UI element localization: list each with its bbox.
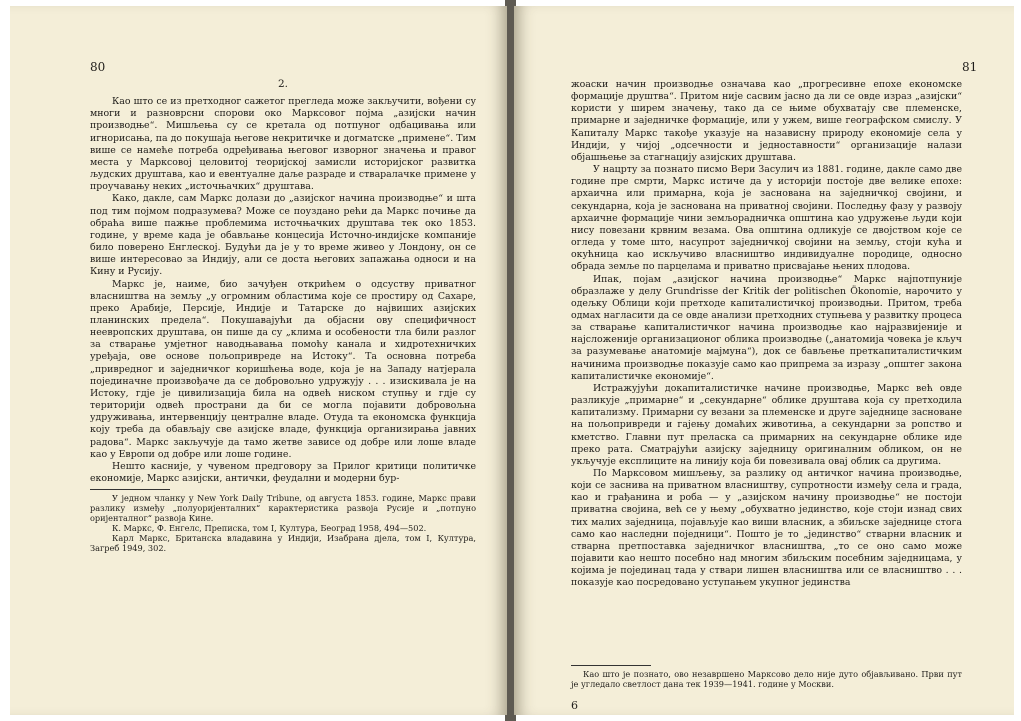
footnote-divider (90, 489, 170, 490)
paragraph: Како, дакле, сам Маркс долази до „азијског начина производње“ и шта под тим појмом подразумева? Може се поуздано рећи да Маркс почиње да обраћа више пажње проблемима источњачких друштава тек око 1853. године, у време када је обављање концесија Источно-индијске компаније било поверено Енглеској. Будући да је у то време живео у Лондону, он се више интересовао за Индију, али се доста његових запажања односи и на Кину и Русију. (90, 193, 476, 278)
left-page-body (90, 78, 476, 553)
paragraph: Ипак, појам „азијског начина производње“ Маркс најпотпуније образлаже у делу Grundrisse der Kritik der politischen Ökonomie, нарочито у одељку Облици који претходе капиталистичкој производњи. Притом, треба одмах нагласити да се овде анализи претходних ступњева у развитку процеса за стварање капиталистичког начина производње као најразвијеније и најсложеније организационог облика производње („анатомија човека је кључ за разумевање анатомије мајмуна“), док се бављење преткапиталистичким начинима производње показује само као припрема за изразу „општег закона капиталистичке економије“. (571, 273, 962, 382)
page-number: 81 (962, 60, 978, 74)
paragraph: Истражујући докапиталистичке начине производње, Маркс већ овде разликује „примарне“ и „секундарне“ облике друштава која су претходила капитализму. Примарни су везани за племенске и друге заједнице засноване на пољопривреди и гајењу домаћих животиња, а секундарни за ропство и кметство. Главни пут преласка са примарних на секундарне облике иде преко рата. Сматрајући азијску заједницу оригиналним обликом, он не укључује експлиците на линију која би повезивала овај облик са другима. (571, 382, 962, 467)
right-page-body (571, 79, 962, 590)
signature-mark: 6 (571, 699, 578, 712)
footnote-divider (571, 665, 651, 666)
footnote: Као што је познато, ово незавршено Марксово дело није дуто објављивано. Први пут је угледало светлост дана тек 1939—1941. године у Москви. (571, 669, 962, 689)
footnote: У једном чланку у New York Daily Tribune, од августа 1853. године, Маркс прави разлику између „полуоријенталних“ карактеристика развоја Русије и „потпуно оријенталног“ развоја Кине. (90, 493, 476, 524)
paragraph: По Марксовом мишљењу, за разлику од античког начина производње, који се заснива на приватном власништву, супротности између села и града, као и грађанина и роба — у „азијском начину производње“ не постоји приватна својина, већ се у њему „обухватно јединство, које стоји изнад свих тих малих заједница, појављује као виши власник, а збиљске заједнице стога само као наследни поједници“. Пошто је то „јединство“ стварни власник и стварна претпоставка заједничког власништва, „то се оно само може појавити као нешто посебно над многим збиљским посебним заједницама, у којима је појединац тада у ствари лишен власништва или се власништво . . . показује као посредовано уступањем укупног јединства (571, 468, 962, 589)
paragraph: Као што се из претходног сажетог прегледа може закључити, вођени су многи и разноврсни спорови око Марксовог појма „азијски начин производње“. Мишљења су се кретала од потпуног одбацивања или игнорисања, па до покушаја његове некритичке и догматске „примене“. Тим више се намеће потреба одређивања његовог изворног значења и правог места у Марксовој целовитој теоријској замисли историјског развитка људских друштава, као и евентуалне даље разраде и стваралачке примене у проучавању неких „источњачких“ друштава. (90, 96, 476, 193)
paragraph: жоаски начин производње означава као „прогресивне епохе економске формације друштва“. Притом није сасвим јасно да ли се овде израз „азијски“ користи у ширем значењу, тако да се њиме обухватају све племенске, примарне и заједничке формације, или у ужем, више географском смислу. У Капиталу Маркс такође указује на назависну природу економије села у Индији, у чијој „одсечности и једноставности“ организације налази објашњење за стагнацију азијских друштава. (571, 79, 962, 163)
paragraph: У нацрту за познато писмо Вери Засулич из 1881. године, дакле само две године пре смрти, Маркс истиче да у историји постоје две велике епохе: архаична или примарна, која је заснована на заједничкој својини, и секундарна, која је заснована на приватној својини. Последњу фазу у развоју архаичне формације чини земљорадничка општина као удружење људи који нису повезани крвним везама. Ова општина одликује се двојством које се огледа у томе што, насупрот заједничкој својини на земљу, стоји кућа и окућница као искључиво власништво индивидуалне породице, односно обрада земље по парцелама и приватно присвајање њених плодова. (571, 164, 962, 273)
page-number: 80 (90, 60, 106, 74)
paragraph: Маркс је, наиме, био зачуђен открићем о одсуству приватног власништва на земљу „у огромним областима које се простиру од Сахаре, преко Арабије, Персије, Индије и Татарске до највиших азијских планинских предела“. Покушавајући да објасни ову специфичност неевропских друштава, он пише да су „клима и особености тла били разлог за стварање умјетног наводњавања помоћу канала и хидротехничких уређаја, ове основе пољопривреде на Истоку“. Та основна потреба „привредног и заједничког коришћења воде, која је на Западу натјерала појединачне произвођаче да се добровољно удружују . . . изискивала је на Истоку, гдје је цивилизација била на одвећ ниском ступњу и гдје су територији одвећ пространи да би се могла појавити добровољна удруживања, интервенцију централне владе. Отуда та економска функција коју треба да обављају све азијске владе, функција организирања јавних радова“. Маркс закључује да тамо жетве зависе од добре или лоше владе као у Европи од добре или лоше године. (90, 278, 476, 460)
right-page (514, 6, 1014, 715)
right-footnotes (571, 661, 962, 689)
section-heading: 2. (277, 78, 289, 90)
footnote: К. Маркс, Ф. Енгелс, Преписка, том I, Култура, Београд 1958, 494—502. (112, 523, 427, 534)
left-page (10, 6, 507, 715)
footnote: Карл Маркс, Британска владавина у Индији, Изабрана дјела, том I, Култура, Загреб 1949, 302. (90, 533, 476, 554)
paragraph: Нешто касније, у чувеном предговору за Прилог критици политичке економије, Маркс азијски, антички, феудални и модерни бур- (90, 460, 476, 484)
